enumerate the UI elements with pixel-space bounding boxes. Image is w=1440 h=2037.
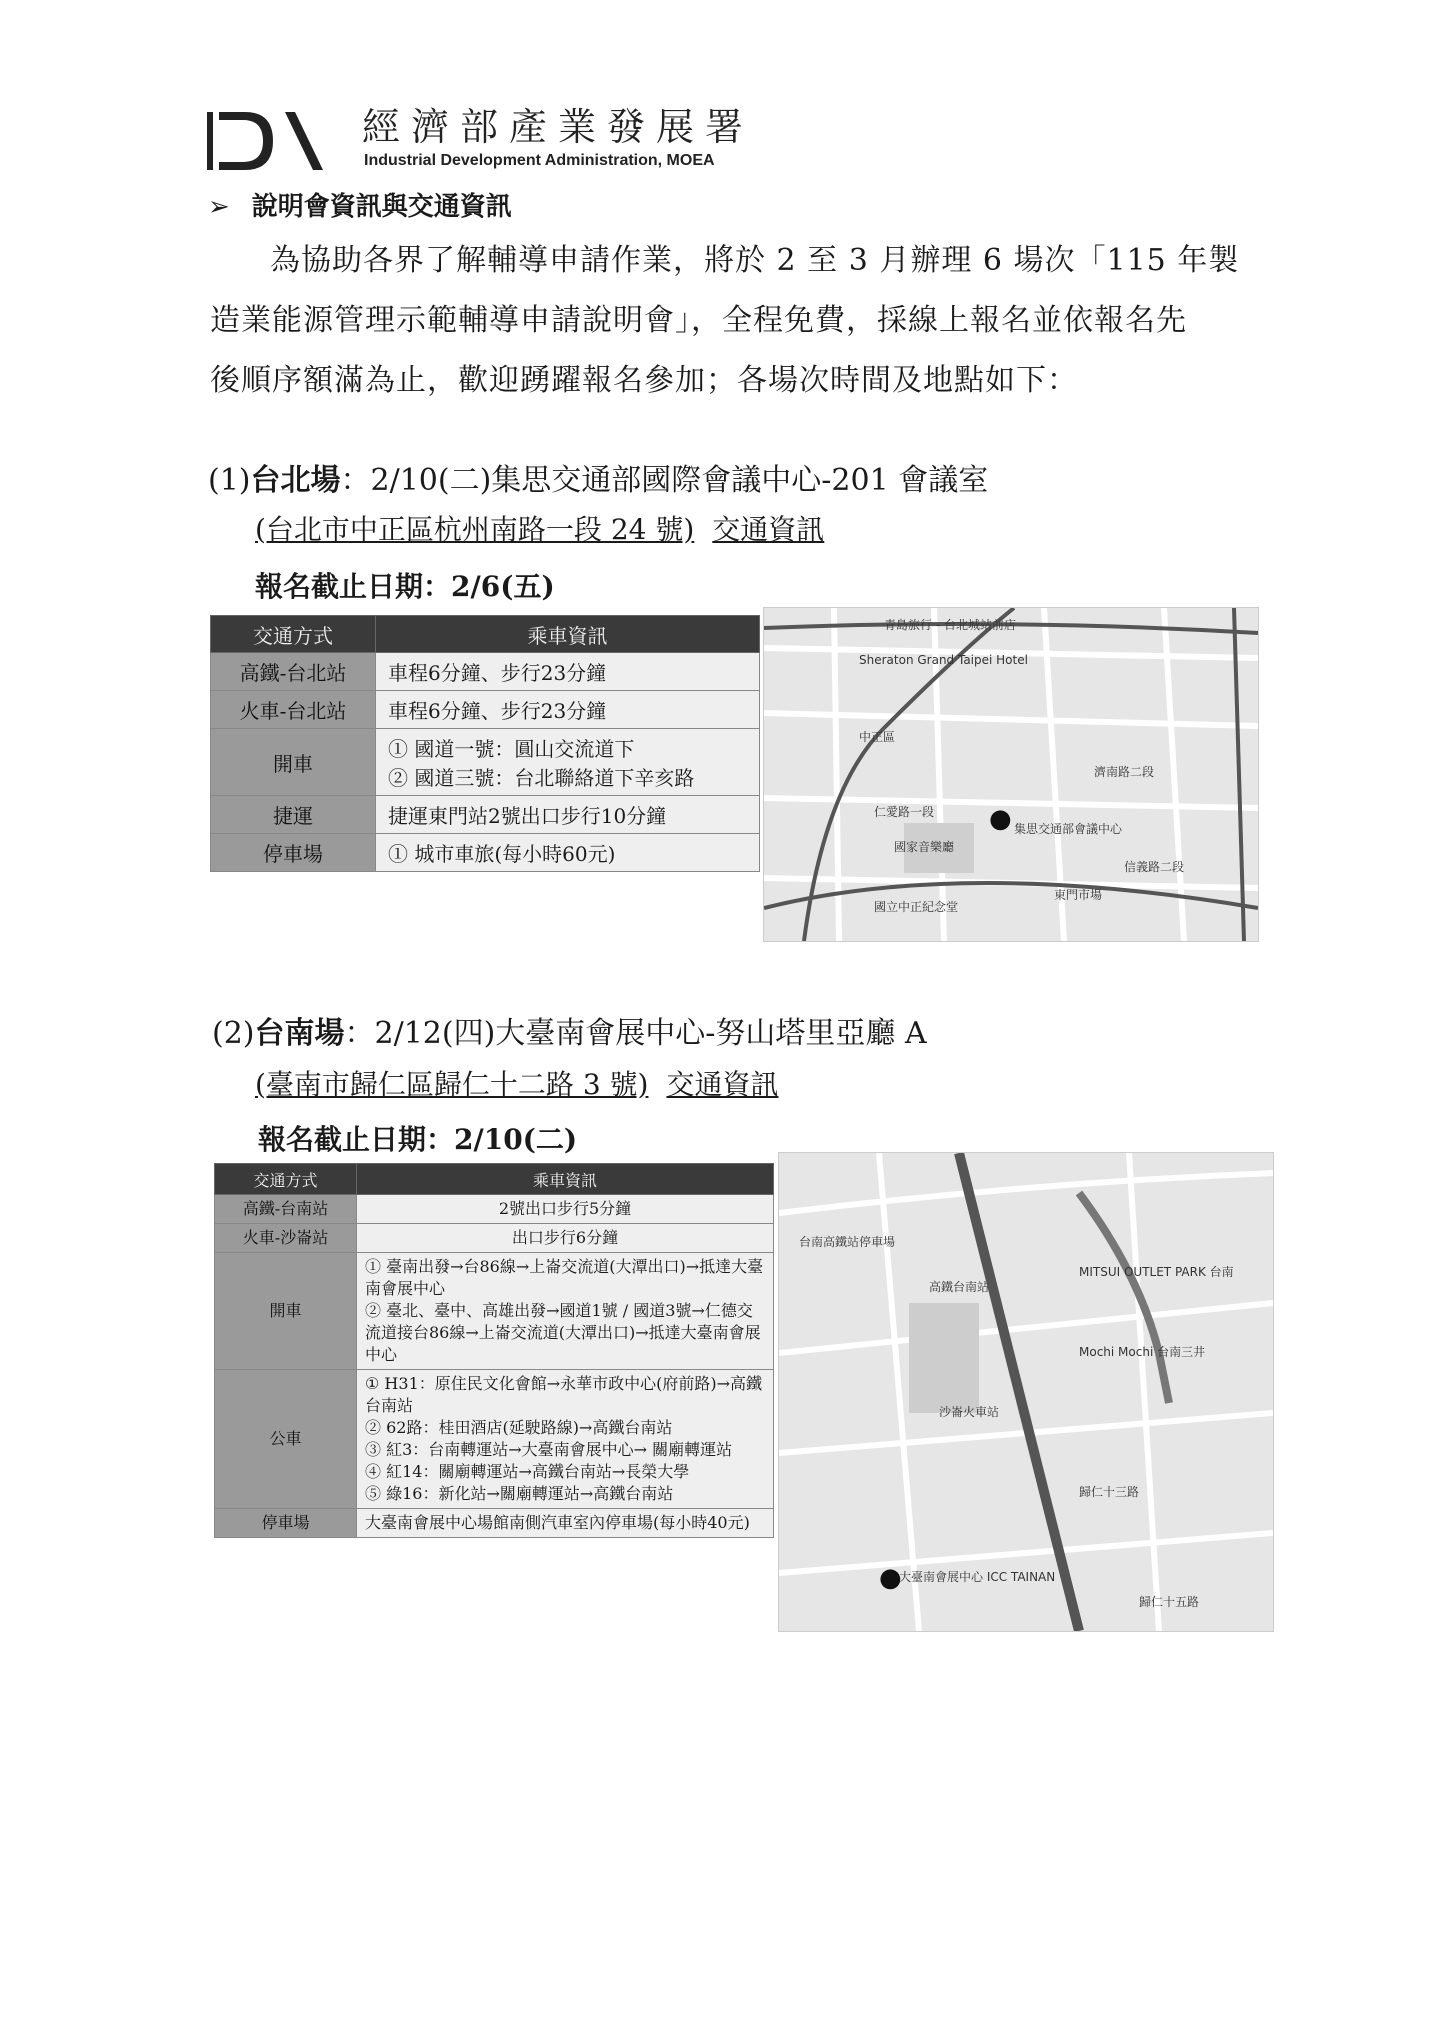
session1-detail: ：2/10(二)集思交通部國際會議中心-201 會議室 (340, 463, 989, 498)
transport-mode-cell: 捷運 (211, 796, 376, 834)
session1-name: 台北場 (250, 463, 341, 498)
arrow-bullet-icon: ➢ (208, 192, 230, 222)
session1-transport-table (210, 615, 760, 872)
transport-mode-cell: 開車 (215, 1253, 357, 1370)
table-row (215, 1370, 774, 1509)
transport-info-item: ② 國道三號：台北聯絡道下辛亥路 (388, 766, 695, 790)
session1-number: (1) (208, 463, 251, 498)
table-row (215, 1195, 774, 1224)
transport-info-item: 2號出口步行5分鐘 (498, 1199, 632, 1218)
map-label: 東門市場 (1054, 888, 1103, 902)
transport-info-cell (357, 1253, 774, 1370)
transport-mode-cell: 高鐵-台北站 (211, 653, 376, 691)
session2-transport-link[interactable]: 交通資訊 (666, 1068, 779, 1101)
map-label: 歸仁十五路 (1139, 1595, 1200, 1609)
transport-info-item: ④ 紅14：關廟轉運站→高鐵台南站→長榮大學 (365, 1462, 690, 1481)
map-label: 台南高鐵站停車場 (799, 1235, 896, 1249)
table-header-info: 乘車資訊 (376, 616, 760, 653)
section-title: 說明會資訊與交通資訊 (251, 192, 512, 222)
transport-mode-cell: 高鐵-台南站 (215, 1195, 357, 1224)
session1-deadline: 報名截止日期：2/6(五) (255, 570, 555, 603)
map-label: 仁愛路一段 (874, 805, 935, 819)
transport-info-item: 車程6分鐘、步行23分鐘 (388, 661, 607, 685)
ida-logo (205, 108, 325, 174)
table-row (215, 1253, 774, 1370)
intro-line-1: 為協助各界了解輔導申請作業，將於 2 至 3 月辦理 6 場次「115 年製 (270, 243, 1240, 278)
map-label: 中正區 (859, 730, 896, 744)
transport-info-cell (376, 729, 760, 796)
transport-info-item: ① 臺南出發→台86線→上崙交流道(大潭出口)→抵達大臺南會展中心 (365, 1257, 764, 1298)
map-label: 大臺南會展中心 ICC TAINAN (899, 1570, 1056, 1584)
session2-address-line (255, 1063, 778, 1103)
session2-address: (臺南市歸仁區歸仁十二路 3 號) (255, 1068, 649, 1101)
transport-mode-cell: 停車場 (215, 1509, 357, 1538)
transport-info-cell (376, 691, 760, 729)
agency-name-en: Industrial Development Administration, MOEA (364, 152, 715, 169)
transport-mode-cell: 火車-沙崙站 (215, 1224, 357, 1253)
transport-info-cell (357, 1195, 774, 1224)
transport-mode-cell: 公車 (215, 1370, 357, 1509)
table-row (211, 796, 760, 834)
table-row (211, 834, 760, 872)
table-header-mode: 交通方式 (215, 1164, 357, 1195)
transport-info-item: ① 國道一號：圓山交流道下 (388, 737, 635, 761)
intro-line-2: 造業能源管理示範輔導申請說明會」，全程免費，採線上報名並依報名先 (210, 303, 1187, 338)
table-row (215, 1224, 774, 1253)
session1-address: (台北市中正區杭州南路一段 24 號) (255, 513, 695, 546)
map-pin-icon: ● (989, 804, 1012, 834)
intro-line-3: 後順序額滿為止，歡迎踴躍報名參加；各場次時間及地點如下： (210, 363, 1078, 398)
table-row (211, 729, 760, 796)
session1-transport-link[interactable]: 交通資訊 (712, 513, 825, 546)
map-label: 青島旅行 - 台北城站前店 (884, 618, 1016, 632)
map-label: 信義路二段 (1124, 860, 1185, 874)
table-header-mode: 交通方式 (211, 616, 376, 653)
transport-info-item: ② 臺北、臺中、高雄出發→國道1號 / 國道3號→仁德交流道接台86線→上崙交流道(大潭出口)→抵達大臺南會展中心 (365, 1301, 761, 1364)
transport-mode-cell: 停車場 (211, 834, 376, 872)
session2-deadline: 報名截止日期：2/10(二) (258, 1123, 578, 1156)
transport-info-item: ③ 紅3：台南轉運站→大臺南會展中心→ 關廟轉運站 (365, 1440, 733, 1459)
table-row (211, 691, 760, 729)
map-label: 國立中正紀念堂 (874, 900, 959, 914)
transport-mode-cell: 火車-台北站 (211, 691, 376, 729)
session2-map (778, 1152, 1274, 1632)
map-label: Mochi Mochi 台南三井 (1079, 1345, 1206, 1359)
map-label: 集思交通部會議中心 (1014, 822, 1123, 836)
transport-info-cell (376, 796, 760, 834)
map-label: 高鐵台南站 (929, 1280, 990, 1294)
table-row (211, 653, 760, 691)
session2-transport-table (214, 1163, 774, 1538)
transport-info-cell (376, 653, 760, 691)
session2-number: (2) (212, 1016, 255, 1051)
transport-info-item: 出口步行6分鐘 (511, 1228, 619, 1247)
session1-map (763, 607, 1259, 942)
transport-mode-cell: 開車 (211, 729, 376, 796)
map-label: 國家音樂廳 (894, 840, 955, 854)
transport-info-item: ⑤ 綠16：新化站→關廟轉運站→高鐵台南站 (365, 1484, 674, 1503)
map-label: 沙崙火車站 (939, 1405, 1000, 1419)
session1-address-line (255, 508, 824, 548)
transport-info-item: ① H31：原住民文化會館→永華市政中心(府前路)→高鐵台南站 (365, 1374, 763, 1415)
map-label: 濟南路二段 (1094, 765, 1155, 779)
session2-detail: ：2/12(四)大臺南會展中心-努山塔里亞廳 A (344, 1016, 927, 1051)
table-row (215, 1509, 774, 1538)
transport-info-cell (376, 834, 760, 872)
transport-info-item: 捷運東門站2號出口步行10分鐘 (388, 804, 667, 828)
map-label: Sheraton Grand Taipei Hotel (859, 653, 1028, 667)
transport-info-item: ① 城市車旅(每小時60元) (388, 842, 616, 866)
agency-name-zh: 經濟部產業發展署 (362, 105, 755, 149)
map-pin-icon: ● (879, 1563, 902, 1593)
section-heading (208, 186, 512, 223)
session2-name: 台南場 (254, 1016, 345, 1051)
map-label: MITSUI OUTLET PARK 台南 (1079, 1265, 1234, 1279)
transport-info-cell (357, 1370, 774, 1509)
session1-title (208, 455, 988, 499)
transport-info-cell (357, 1509, 774, 1538)
transport-info-item: ② 62路：桂田酒店(延駛路線)→高鐵台南站 (365, 1418, 673, 1437)
transport-info-item: 大臺南會展中心場館南側汽車室內停車場(每小時40元) (365, 1513, 750, 1532)
transport-info-cell (357, 1224, 774, 1253)
map-label: 歸仁十三路 (1079, 1485, 1140, 1499)
table-header-info: 乘車資訊 (357, 1164, 774, 1195)
session2-title (212, 1008, 927, 1052)
transport-info-item: 車程6分鐘、步行23分鐘 (388, 699, 607, 723)
